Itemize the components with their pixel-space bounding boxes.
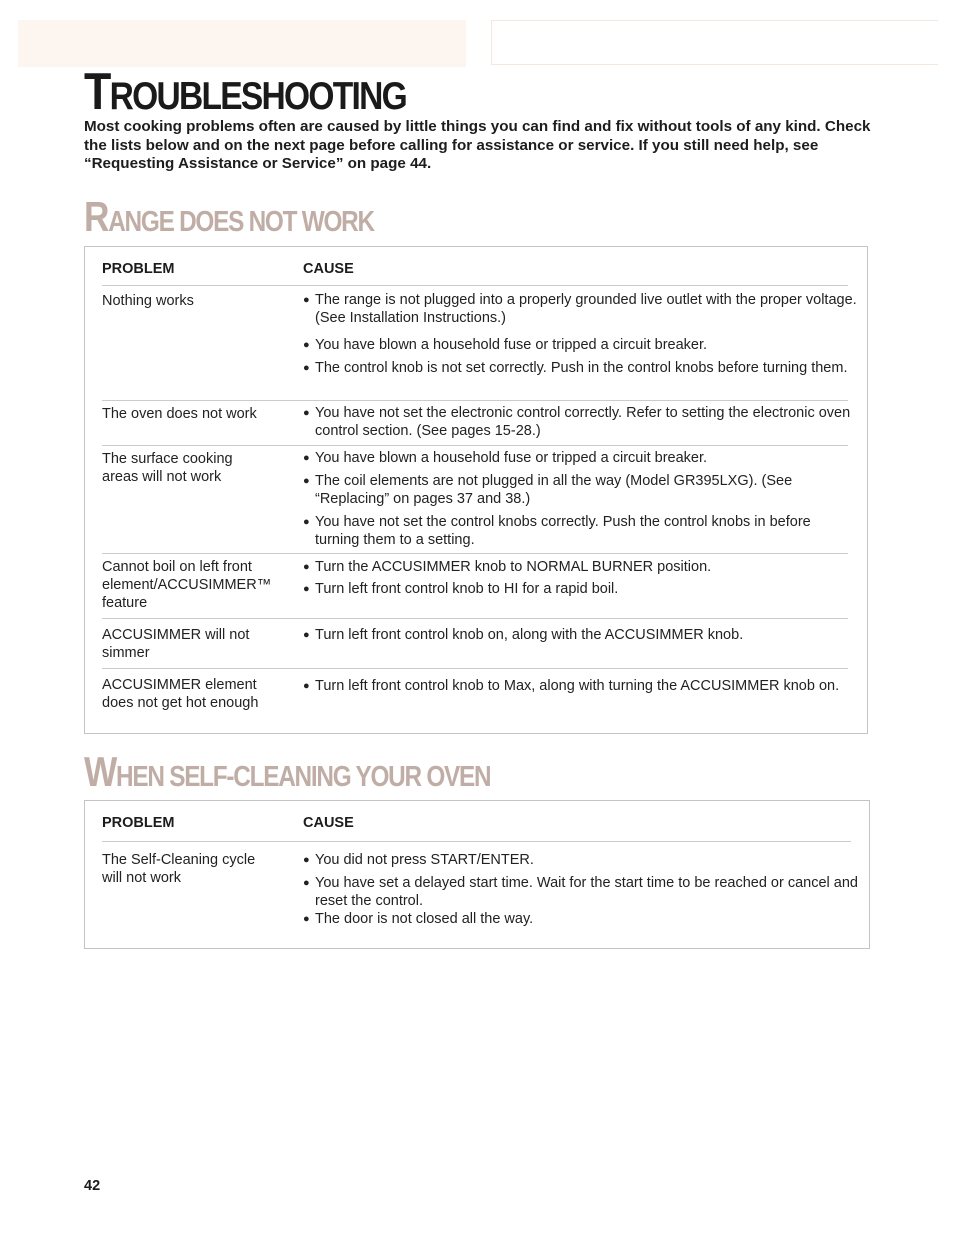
cause-cell (303, 677, 858, 695)
bullet-icon: ● (303, 294, 310, 306)
bullet-icon: ● (303, 629, 310, 641)
clean-section-heading (84, 748, 490, 796)
page-title-initial: T (84, 63, 110, 121)
row-divider (102, 668, 848, 669)
cause-cell (303, 404, 858, 440)
cause-item (303, 336, 858, 354)
bullet-icon: ● (303, 877, 310, 889)
cause-item (303, 626, 858, 644)
page-number: 42 (84, 1178, 101, 1194)
cause-item (303, 851, 858, 869)
problem-cell: ACCUSIMMER element does not get hot enough (102, 677, 259, 711)
problem-cell: The Self-Cleaning cycle will not work (102, 852, 256, 886)
bullet-icon: ● (303, 452, 310, 464)
cause-item (303, 677, 858, 695)
cause-text: You have blown a household fuse or tripped a circuit breaker. (315, 337, 708, 353)
header-rule (102, 285, 848, 286)
cause-text: You have set a delayed start time. Wait for the start time to be reached or cancel and reset the control. (315, 875, 858, 909)
clean-heading-initial: W (84, 748, 117, 795)
cause-item (303, 472, 795, 508)
cause-text: You have blown a household fuse or tripped a circuit breaker. (315, 450, 708, 466)
cause-item (303, 449, 858, 467)
cause-text: Turn left front control knob to HI for a rapid boil. (315, 581, 619, 597)
bullet-icon: ● (303, 561, 310, 573)
bullet-icon: ● (303, 913, 310, 925)
cause-text: The control knob is not set correctly. Push in the control knobs before turning them. (315, 360, 848, 376)
problem-cell: ACCUSIMMER will not simmer (102, 627, 250, 661)
header-band-right (491, 20, 938, 65)
clean-heading-rest: HEN SELF-CLEANING YOUR OVEN (116, 761, 491, 793)
row-divider (102, 618, 848, 619)
cause-text: You have not set the electronic control correctly. Refer to setting the electronic oven control section. (See pages 15-28.) (315, 405, 851, 439)
cause-item (303, 910, 858, 928)
bullet-icon: ● (303, 854, 310, 866)
cause-item (303, 580, 858, 598)
bullet-icon: ● (303, 407, 310, 419)
cause-item (303, 513, 858, 549)
cause-text: The range is not plugged into a properly grounded live outlet with the proper voltage. (See Installation Instructions.) (315, 292, 857, 326)
bullet-icon: ● (303, 362, 310, 374)
column-header-problem: PROBLEM (102, 261, 175, 277)
cause-text: Turn left front control knob on, along with the ACCUSIMMER knob. (315, 627, 744, 643)
cause-item (303, 359, 858, 377)
header-band-left (18, 20, 466, 67)
bullet-icon: ● (303, 516, 310, 528)
cause-text: Turn the ACCUSIMMER knob to NORMAL BURNER position. (315, 559, 712, 575)
cause-item (303, 874, 858, 910)
page-title (84, 62, 406, 122)
cause-text: You have not set the control knobs correctly. Push the control knobs in before turning them to a setting. (315, 514, 811, 548)
problem-cell: Cannot boil on left front element/ACCUSIMMER™ feature (102, 559, 272, 611)
cause-text: Turn left front control knob to Max, along with turning the ACCUSIMMER knob on. (315, 678, 840, 694)
cause-cell (303, 851, 858, 928)
cause-text: The door is not closed all the way. (315, 911, 534, 927)
intro-paragraph: Most cooking problems often are caused by little things you can find and fix without tools of any kind. Check the lists below and on the next page before calling for assistance or service. If you still need help, see “Requesting Assistance or Service” on page 44. (84, 118, 871, 172)
cause-item (303, 404, 858, 440)
problem-cell: The oven does not work (102, 406, 257, 422)
bullet-icon: ● (303, 339, 310, 351)
range-section-heading (84, 193, 374, 241)
cause-item (303, 291, 858, 327)
self-clean-troubleshooting-table (84, 800, 870, 949)
row-divider (102, 445, 848, 446)
row-divider (102, 400, 848, 401)
range-troubleshooting-table (84, 246, 868, 734)
column-header-problem: PROBLEM (102, 815, 175, 831)
row-divider (102, 553, 848, 554)
cause-cell (303, 291, 858, 377)
cause-text: You did not press START/ENTER. (315, 852, 534, 868)
header-rule (102, 841, 851, 842)
cause-text: The coil elements are not plugged in all the way (Model GR395LXG). (See “Replacing” on pages 37 and 38.) (315, 473, 793, 507)
bullet-icon: ● (303, 475, 310, 487)
column-header-cause: CAUSE (303, 815, 354, 831)
range-heading-rest: ANGE DOES NOT WORK (108, 206, 374, 238)
cause-cell (303, 626, 858, 644)
problem-cell: Nothing works (102, 293, 194, 309)
cause-item (303, 558, 858, 576)
cause-cell (303, 449, 858, 549)
bullet-icon: ● (303, 583, 310, 595)
range-heading-initial: R (84, 193, 109, 240)
page-title-rest: ROUBLESHOOTING (109, 75, 407, 118)
bullet-icon: ● (303, 680, 310, 692)
problem-cell: The surface cooking areas will not work (102, 451, 233, 485)
cause-cell (303, 558, 858, 598)
column-header-cause: CAUSE (303, 261, 354, 277)
